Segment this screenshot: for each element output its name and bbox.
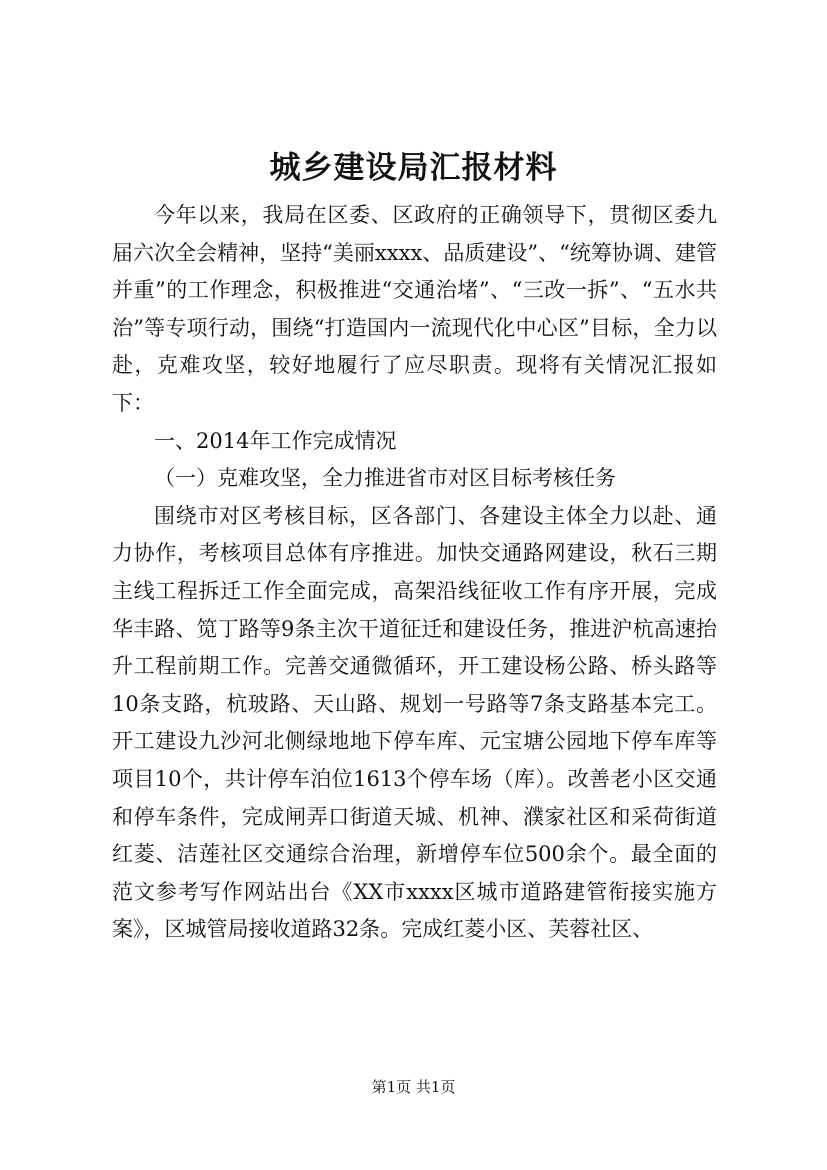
page-number-footer: 第1页 共1页: [371, 1078, 456, 1096]
intro-paragraph: 今年以来，我局在区委、区政府的正确领导下，贯彻区委九届六次全会精神，坚持“美丽xxxx、品质建设”、“统筹协调、建管并重”的工作理念，积极推进“交通治堵”、“三改一拆”、“五水共治”等专项行动，围绕“打造国内一流现代化中心区”目标，全力以赴，克难攻坚，较好地履行了应尽职责。现将有关情况汇报如下：: [112, 203, 717, 415]
body-paragraph: 围绕市对区考核目标，区各部门、各建设主体全力以赴、通力协作，考核项目总体有序推进。加快交通路网建设，秋石三期主线工程拆迁工作全面完成，高架沿线征收工作有序开展，完成华丰路、笕丁路等9条主次干道征迁和建设任务，推进沪杭高速抬升工程前期工作。完善交通微循环，开工建设杨公路、桥头路等10条支路，杭玻路、天山路、规划一号路等7条支路基本完工。开工建设九沙河北侧绿地地下停车库、元宝塘公园地下停车库等项目10个，共计停车泊位1613个停车场（库）。改善老小区交通和停车条件，完成闸弄口街道天城、机神、濮家社区和采荷街道红菱、洁莲社区交通综合治理，新增停车位500余个。最全面的范文参考写作网站出台《XX市xxxx区城市道路建管衔接实施方案》，区城管局接收道路32条。完成红菱小区、芙蓉社区、: [112, 503, 717, 942]
document-body: [112, 197, 717, 949]
section-heading: 一、2014年工作完成情况: [154, 428, 397, 453]
document-title: 城乡建设局汇报材料: [269, 150, 558, 186]
subsection-heading: （一）克难攻坚，全力推进省市对区目标考核任务: [154, 466, 616, 491]
